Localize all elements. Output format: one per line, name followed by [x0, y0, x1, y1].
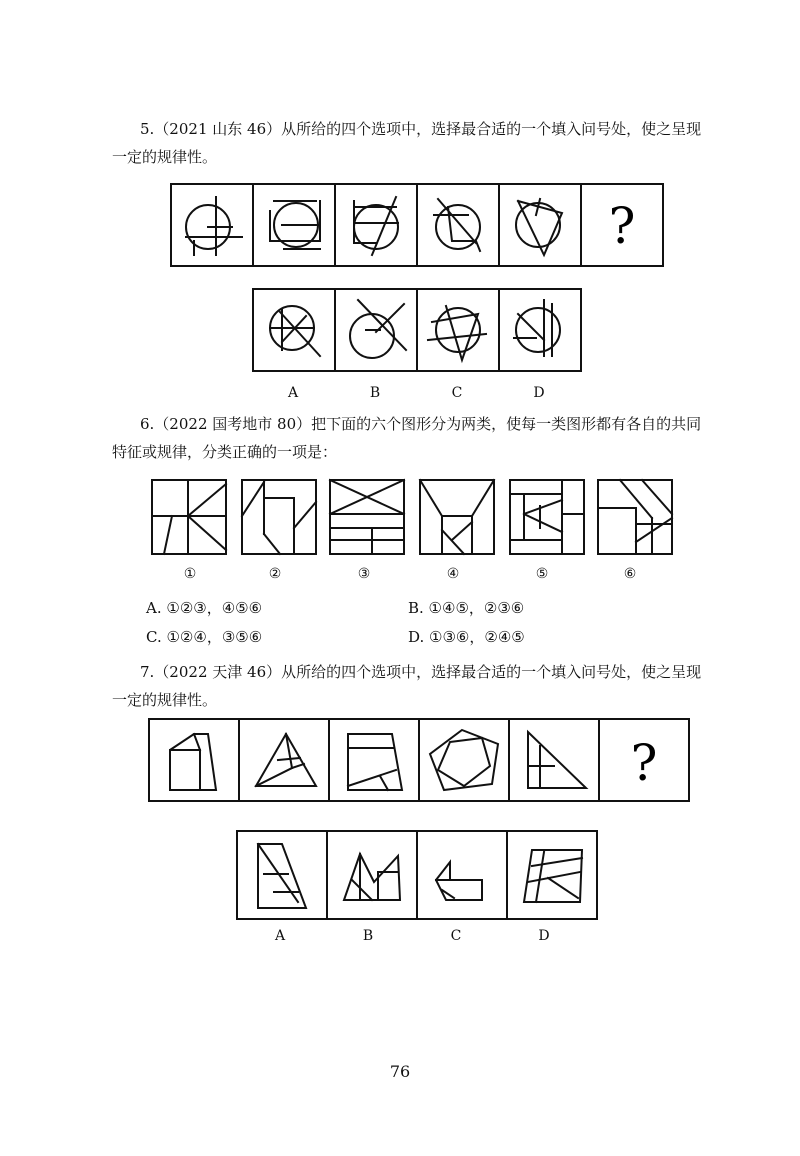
q6-option-b[interactable]: B. ①④⑤，②③⑥ — [408, 599, 525, 617]
q6-option-d[interactable]: D. ①③⑥，②④⑤ — [408, 628, 525, 646]
q5-question-mark: ? — [608, 197, 636, 255]
q5-option-a[interactable] — [252, 288, 336, 372]
q6-label-5: ⑤ — [535, 566, 549, 582]
q7-figure-1 — [148, 718, 240, 802]
q7-question-cell — [598, 718, 690, 802]
q7-option-b[interactable] — [326, 830, 418, 920]
q6-option-a[interactable]: A. ①②③，④⑤⑥ — [146, 599, 263, 617]
q7-option-c[interactable] — [416, 830, 508, 920]
q7-label-d: D — [538, 928, 550, 944]
question-6-text: 6.（2022 国考地市 80）把下面的六个图形分为两类，使每一类图形都有各自的共同特征或规律，分类正确的一项是： — [112, 415, 702, 461]
q5-question-cell — [580, 183, 664, 267]
q6-figure-1 — [152, 480, 226, 554]
q7-figure-5 — [508, 718, 600, 802]
q6-label-6: ⑥ — [623, 566, 637, 582]
q5-figure-5 — [498, 183, 582, 267]
q7-option-a[interactable] — [236, 830, 328, 920]
q6-figure-3 — [330, 480, 404, 554]
q5-label-b: B — [369, 385, 381, 401]
q5-option-d[interactable] — [498, 288, 582, 372]
q5-label-d: D — [533, 385, 545, 401]
q7-label-b: B — [362, 928, 374, 944]
q5-sequence-row — [170, 183, 664, 267]
q5-label-a: A — [287, 385, 299, 401]
q6-figure-4 — [420, 480, 494, 554]
q6-option-c[interactable]: C. ①②④，③⑤⑥ — [146, 628, 263, 646]
q7-label-c: C — [450, 928, 462, 944]
q5-figure-1 — [170, 183, 254, 267]
q7-option-d[interactable] — [506, 830, 598, 920]
q6-figure-6 — [598, 480, 672, 554]
q6-figures-row — [150, 478, 680, 558]
q5-figure-4 — [416, 183, 500, 267]
q6-figure-labels — [150, 566, 674, 582]
q7-options-row — [236, 830, 598, 920]
q7-label-a: A — [274, 928, 286, 944]
q5-options-row — [252, 288, 582, 372]
q7-sequence-row — [148, 718, 690, 802]
q5-option-labels — [252, 385, 580, 401]
q5-option-c[interactable] — [416, 288, 500, 372]
q7-figure-4 — [418, 718, 510, 802]
q6-figure-5 — [510, 480, 584, 554]
q5-option-b[interactable] — [334, 288, 418, 372]
q6-label-4: ④ — [446, 566, 460, 582]
q7-option-labels — [236, 928, 588, 944]
q5-label-c: C — [451, 385, 463, 401]
question-7-text: 7.（2022 天津 46）从所给的四个选项中，选择最合适的一个填入问号处，使之呈现一定的规律性。 — [112, 663, 702, 709]
q7-figure-3 — [328, 718, 420, 802]
q5-figure-3 — [334, 183, 418, 267]
q6-label-1: ① — [183, 566, 197, 582]
q7-figure-2 — [238, 718, 330, 802]
q5-figure-2 — [252, 183, 336, 267]
question-5-text: 5.（2021 山东 46）从所给的四个选项中，选择最合适的一个填入问号处，使之呈现一定的规律性。 — [112, 120, 702, 166]
q6-label-3: ③ — [357, 566, 371, 582]
q7-question-mark: ? — [630, 734, 658, 792]
page-number: 76 — [389, 1062, 411, 1081]
q6-label-2: ② — [268, 566, 282, 582]
q6-figure-2 — [242, 480, 316, 554]
